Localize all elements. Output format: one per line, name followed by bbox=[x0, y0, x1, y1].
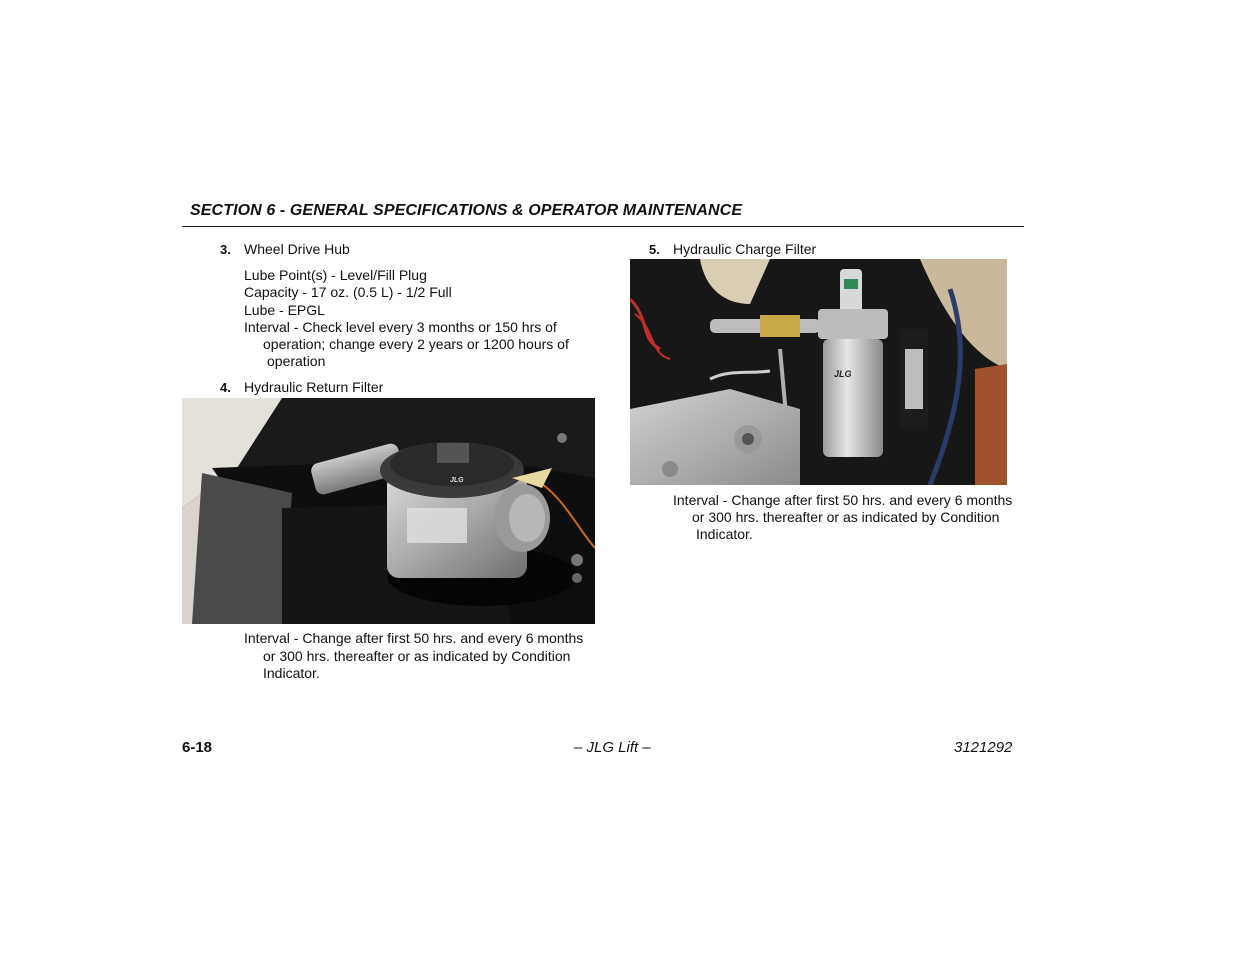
item-3-title: Wheel Drive Hub bbox=[244, 241, 350, 257]
item-3-line-6: operation bbox=[267, 353, 326, 369]
item-5-line-3: Indicator. bbox=[696, 526, 753, 542]
item-3-line-1: Lube Point(s) - Level/Fill Plug bbox=[244, 267, 427, 283]
item-4-line-1: Interval - Change after first 50 hrs. and every 6 months bbox=[244, 630, 584, 646]
page-number: 6-18 bbox=[182, 739, 213, 756]
item-3-line-5: operation; change every 2 years or 1200 hours of bbox=[263, 336, 569, 352]
item-5-title: Hydraulic Charge Filter bbox=[673, 241, 817, 257]
item-4-title: Hydraulic Return Filter bbox=[244, 379, 384, 395]
item-3-number: 3. bbox=[220, 242, 231, 257]
item-5-number: 5. bbox=[649, 242, 660, 257]
hydraulic-charge-filter-photo bbox=[630, 259, 1007, 485]
item-3-line-3: Lube - EPGL bbox=[244, 302, 325, 318]
hydraulic-return-filter-photo bbox=[182, 398, 595, 624]
section-title: SECTION 6 - GENERAL SPECIFICATIONS & OPERATOR MAINTENANCE bbox=[190, 202, 743, 219]
item-5-line-1: Interval - Change after first 50 hrs. and every 6 months bbox=[673, 492, 1013, 508]
document-number: 3121292 bbox=[954, 739, 1013, 756]
charge-filter-logo: JLG bbox=[834, 369, 852, 379]
item-3-line-4: Interval - Check level every 3 months or 150 hrs of bbox=[244, 319, 557, 335]
item-4-number: 4. bbox=[220, 380, 231, 395]
item-4-line-3: Indicator. bbox=[263, 665, 320, 681]
return-filter-logo: JLG bbox=[450, 477, 464, 484]
header-rule bbox=[182, 226, 1024, 227]
item-3-line-2: Capacity - 17 oz. (0.5 L) - 1/2 Full bbox=[244, 284, 452, 300]
item-5-line-2: or 300 hrs. thereafter or as indicated by Condition bbox=[692, 509, 1000, 525]
footer-center-text: – JLG Lift – bbox=[574, 739, 651, 756]
item-4-line-2: or 300 hrs. thereafter or as indicated by Condition bbox=[263, 648, 571, 664]
